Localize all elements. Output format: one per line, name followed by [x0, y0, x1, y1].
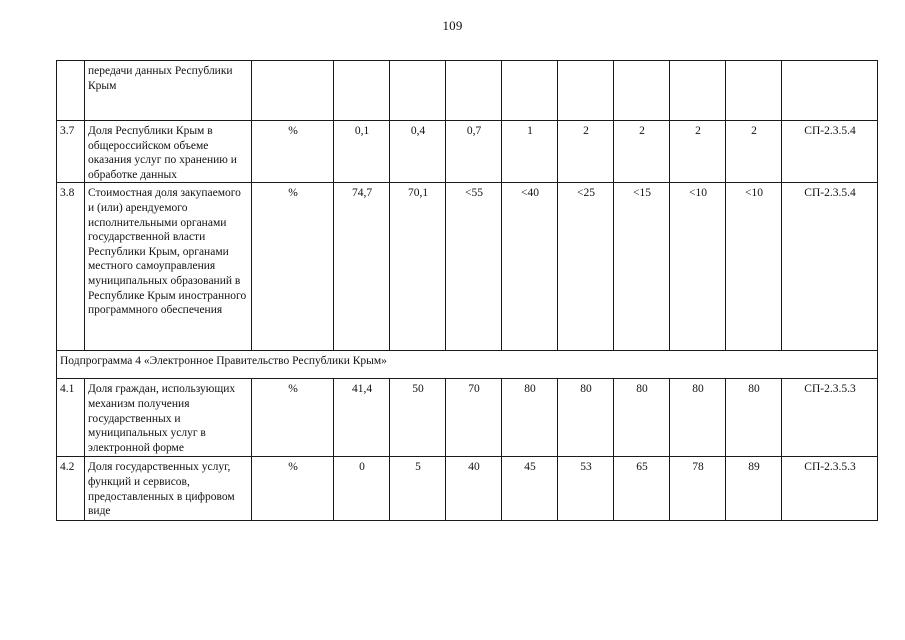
page-number: 109	[442, 18, 463, 33]
row-number-cell	[57, 61, 85, 121]
table-row	[57, 183, 878, 351]
unit-cell: %	[252, 121, 334, 183]
value-cell: 0,7	[446, 121, 502, 183]
value-cell: 41,4	[334, 379, 390, 457]
unit-cell: %	[252, 457, 334, 521]
table-row	[57, 61, 878, 121]
value-cell: <40	[502, 183, 558, 351]
value-cell	[614, 61, 670, 121]
unit-cell: %	[252, 379, 334, 457]
indicator-name-cell: передачи данных Республики Крым	[85, 61, 252, 121]
value-cell	[670, 61, 726, 121]
indicator-name-cell: Доля Республики Крым в общероссийском объеме оказания услуг по хранению и обработке данных	[85, 121, 252, 183]
value-cell: 80	[726, 379, 782, 457]
indicator-name-cell: Доля государственных услуг, функций и сервисов, предоставленных в цифровом виде	[85, 457, 252, 521]
unit-cell: %	[252, 183, 334, 351]
value-cell: 80	[558, 379, 614, 457]
value-cell: 78	[670, 457, 726, 521]
section-title: Подпрограмма 4 «Электронное Правительство Республики Крым»	[57, 351, 878, 379]
value-cell: 80	[502, 379, 558, 457]
section-row	[57, 351, 878, 379]
value-cell: 2	[558, 121, 614, 183]
value-cell: 2	[670, 121, 726, 183]
value-cell: 5	[390, 457, 446, 521]
value-cell: <15	[614, 183, 670, 351]
row-number-cell: 3.8	[57, 183, 85, 351]
value-cell: 45	[502, 457, 558, 521]
value-cell	[446, 61, 502, 121]
value-cell: 2	[726, 121, 782, 183]
value-cell	[558, 61, 614, 121]
value-cell: 74,7	[334, 183, 390, 351]
value-cell: <10	[726, 183, 782, 351]
value-cell	[726, 61, 782, 121]
value-cell: 50	[390, 379, 446, 457]
value-cell	[502, 61, 558, 121]
indicator-name-cell: Доля граждан, использующих механизм получения государственных и муниципальных услуг в электронной форме	[85, 379, 252, 457]
row-number-cell: 3.7	[57, 121, 85, 183]
value-cell	[334, 61, 390, 121]
table-row	[57, 379, 878, 457]
unit-cell	[252, 61, 334, 121]
value-cell: <25	[558, 183, 614, 351]
value-cell: 70,1	[390, 183, 446, 351]
value-cell: <10	[670, 183, 726, 351]
value-cell: 0,1	[334, 121, 390, 183]
table-row	[57, 121, 878, 183]
value-cell: 80	[670, 379, 726, 457]
value-cell: 2	[614, 121, 670, 183]
value-cell: 65	[614, 457, 670, 521]
value-cell	[390, 61, 446, 121]
value-cell: 0	[334, 457, 390, 521]
code-cell: СП-2.3.5.4	[782, 183, 878, 351]
value-cell: 1	[502, 121, 558, 183]
value-cell: 80	[614, 379, 670, 457]
indicator-name-cell: Стоимостная доля закупаемого и (или) арендуемого исполнительными органами государственной власти Республики Крым, органами местного самоуправления муниципальных образований в Республике Крым иностранного программного обеспечения	[85, 183, 252, 351]
value-cell: 89	[726, 457, 782, 521]
indicators-table	[56, 60, 878, 521]
code-cell: СП-2.3.5.3	[782, 457, 878, 521]
value-cell: 70	[446, 379, 502, 457]
row-number-cell: 4.1	[57, 379, 85, 457]
value-cell: <55	[446, 183, 502, 351]
row-number-cell: 4.2	[57, 457, 85, 521]
code-cell	[782, 61, 878, 121]
value-cell: 40	[446, 457, 502, 521]
code-cell: СП-2.3.5.4	[782, 121, 878, 183]
table-row	[57, 457, 878, 521]
value-cell: 53	[558, 457, 614, 521]
code-cell: СП-2.3.5.3	[782, 379, 878, 457]
value-cell: 0,4	[390, 121, 446, 183]
